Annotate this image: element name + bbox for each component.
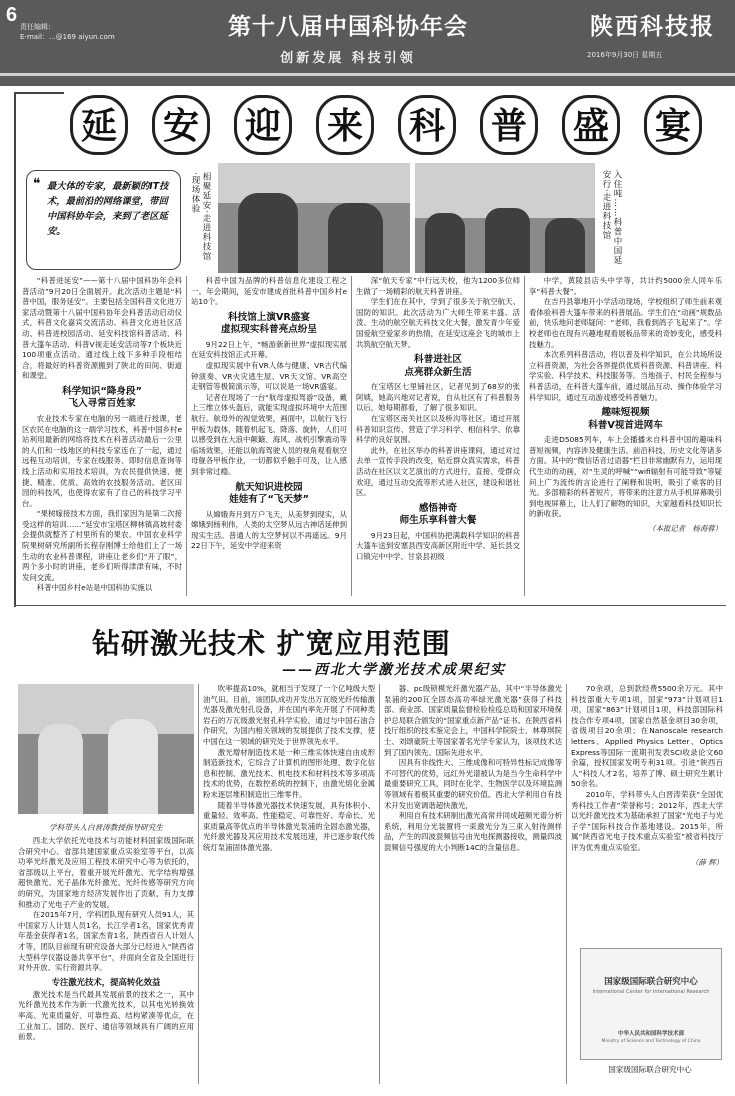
subheading-line: 虚拟现实科普亮点纷呈 xyxy=(221,324,317,336)
subheading-line: 科学知识“降身段” xyxy=(62,385,142,397)
paragraph: 因具有非线性大、三维成像和可特异性标记成像等不可替代的优势，远红外光谱被认为是当今生命科学中最重要研究工具，同时在化学、生物医学以及环境监测等领域有着极其重要的研究价值。西北大学利用自有技术开发出宽调谐超快激光， xyxy=(384,758,562,810)
subheading-line: 感悟神奇 xyxy=(418,502,458,514)
article1-col2 xyxy=(191,276,347,598)
masthead: 陕西科技报 xyxy=(590,13,715,40)
header-rule xyxy=(0,73,735,76)
issue-date: 2016年9月30日 星期五 xyxy=(587,51,663,59)
banner-char: 普 xyxy=(480,95,538,155)
article2-col4 xyxy=(571,684,723,942)
article2-title: 钻研激光技术 扩宽应用范围 xyxy=(92,627,451,660)
paragraph: 2010年，学科带头人白晋涛荣获“全国优秀科技工作者”荣誉称号；2012年，西北大学以光纤激光技术为基础承担了国家“光电子与光子学”国际科技合作基地建设。2015年，所属“陕西省光电子技术重点实验室”被省科技厅评为优秀重点实验室。 xyxy=(571,789,723,852)
paragraph: “科普进延安”——第十八届中国科协年会科普活动”9月20日全面展开。此次活动主题是“科普中国，服务延安”。主要包括全国科普文化进万家活动暨第十八届中国科协年会科普活动启动仪式，科普文化嘉宾交流活动、科普文化进社区活动、科普进校园活动、延安科技馆科普活动、科普大篷车活动、科普V视走延安活动等7个板块近100项重点活动。通过线上线下多种手段相结合，将最好的科普资源搬到了陕北的田间、街道和课堂。 xyxy=(22,276,182,381)
article1-col4 xyxy=(529,276,722,598)
paragraph: 西北大学依托光电技术与功能材料国家级国际联合研究中心、省部共建国家重点实验室等平台，以高功率光纤激光及应用工程技术研究中心等为依托的，省部级以上平台，着重开展光纤激光、光学结构增强超快激光、光子晶体光纤激光、光纤传感等研究方向的研究，为国家地方经济发展作出了贡献，有力支撑和推动了光电子产业的发展。 xyxy=(18,836,194,909)
column-divider xyxy=(198,684,199,1084)
section-title: 第十八届中国科协年会 xyxy=(228,14,468,40)
banner-char: 盛 xyxy=(562,95,620,155)
logo-org: 中华人民共和国科学技术部 xyxy=(617,1031,684,1037)
intro-quote-box xyxy=(26,170,181,270)
subheading-line: 飞入寻常百姓家 xyxy=(68,398,136,410)
paragraph: 学生们在在其中，学到了很多关于航空航天、国防的知识。此次活动为广大师生带来丰盛、活泼、生动的航空航天科技文化大餐，激发青少年爱国爱航空爱家乡的热情，在延安这座会飞的城市上共筑航空航天梦。 xyxy=(356,297,520,349)
subheading-line: 趣味短视频 xyxy=(601,407,650,419)
subheading xyxy=(22,386,182,411)
paragraph: 70余项，总到款经费5500余万元。其中科技部重大专项1项，国家“973”计划项目1项，国家“863”计划项目1项，科技部国际科技合作专项4项，国家自然基金项目30余项，省级项目20余项；在Nanoscale research letters、Applied Physics Letter、Optics Express等国际一流期刊发表SCI收录论文60余篇，授权国家发明专利31项。引进“陕西百人”科技人才2名，培养了博、硕士研究生累计50余名。 xyxy=(571,684,723,789)
paragraph: 随着半导体激光器技术快速发展，具有体积小、重量轻、效率高、性能稳定、可靠性好、寿命长、光束质量高等优点的半导体激光泵浦的全固态激光器，光纤激光器及其应用技术发展迅速，并已逐步取代传统灯泵浦固体激光器。 xyxy=(203,800,375,852)
joint-research-center-logo xyxy=(580,948,722,1060)
paragraph: 激光技术是当代最具发展前景的技术之一，其中光纤激光技术作为新一代激光技术，以其电光转换效率高、光束质量好、可靠性高、结构紧凑等优点，在工业加工、国防、医疗、通信等领域具有广阔的应用前景。 xyxy=(18,989,194,1042)
paragraph: 9月22日上午，“畅游新新世界”虚拟现实展在延安科技馆正式开幕。 xyxy=(191,339,347,360)
logo-en-text: International Center for International Research xyxy=(592,989,710,995)
banner-char: 来 xyxy=(316,95,374,155)
banner-char: 迎 xyxy=(234,95,292,155)
subheading xyxy=(356,503,520,528)
page-header xyxy=(0,0,735,86)
subheading-line: 航天知识进校园 xyxy=(235,481,303,493)
paragraph: 从嫦娥奔月到万户飞天，从美梦到现实，从嫦娥到杨利伟，人类的太空梦从远古神话延伸到现实生活。普通人的太空梦何以不再遥远。9月22日下午，延安中学迎来资 xyxy=(191,509,347,551)
section-divider xyxy=(14,605,726,606)
article2-subtitle: ——西北大学激光技术成果纪实 xyxy=(282,662,506,678)
editor-meta xyxy=(20,22,115,42)
lab-photo-caption: 学科带头人白晋涛教授指导研究生 xyxy=(49,823,163,832)
class-photo xyxy=(415,163,595,273)
paragraph: 器、pc级锁模光纤激光器产品，其中“半导体激光泵浦的200瓦全固态高功率绿光激光器”获得了科技部、商业部、国家质量监督检验检疫总局和国家环境保护总局联合颁发的“国家重点新产品”证书。在陕西省科技厅组织的技术鉴定会上，中国科学院院士、林尊琪院士、刘颂豪院士等国家著名光学专家认为，该项技术达到了国内领先、国际先进水平。 xyxy=(384,684,562,757)
subheading: 专注激光技术，提高转化效益 xyxy=(51,976,161,987)
paragraph: 走进D5085列车，车上会播播未自科普中国的趣味科普短视频，内容涉及健康生活、前沿科技、历史文化等诸多方面。其中的“微信话音过语器”栏目非常幽默有力，运用现代生动的动画，对“生灵的呼喊”“wifi辐射有可能导致”等疑问上广为流传的言论进行了阐释和说明，吸引了乘客的目光。多部精彩的科普短片，将带来的注意力从手机屏幕吸引到电视屏幕上，让人们了解物的知识，大家越看科技知识长的新收获。 xyxy=(529,435,722,519)
email-line: E-mail：...@169 aiyun.com xyxy=(20,33,115,41)
column-divider xyxy=(186,276,187,596)
column-divider xyxy=(351,276,352,596)
subheading-line: 科技馆上演VR盛宴 xyxy=(228,311,310,323)
paragraph: 利用自有技术研制出激光高常并同成超频光谱分析系统，利用分光装置将一束激光分为三束入射待测样品，产生的四波混频信号由光电探测器接收，测量四波混频信号强度的大小判断14C的含量信息。 xyxy=(384,811,562,852)
paragraph: 9月23日起，中国科协把满载科学知识的科普大篷车送到安塞县西安高新区附近中学、延长县交口镇完中中学、甘泉县初级 xyxy=(356,530,520,561)
logo-org-en: Ministry of Science and Technology of China xyxy=(601,1039,701,1044)
paragraph: “果树嫁接技术方面，我们家因为是第二次接受这样的培训……”延安市宝塔区柳林镇高坡村委会提供就整齐了村里所有的果农。中国农业科学院果树研究所副所长程存刚博士给他们上了一场生动的农业科普课程，讲座让老乡们“开了眼”，两个多小时的讲座，老乡们听得津津有味，不时发问交流。 xyxy=(22,509,182,582)
subheading-line: 师生乐享科普大餐 xyxy=(399,515,477,527)
banner-char: 延 xyxy=(70,95,128,155)
intro-quote-text: 最大体的专家，最新颖的IT技术，最前沿的网络课堂，带回中国科协年会，来到了老区延安。 xyxy=(47,181,169,237)
left-border-rule xyxy=(14,92,16,607)
paragraph: 科普中国乡村e站是中国科协实施以 xyxy=(36,583,153,593)
subheading-line: 科普V视首进网车 xyxy=(588,419,663,431)
paragraph: 本次系列科普活动，将以普及科学知识，在公共场所设立科普资源，为社会各界提供优质科普资源、科普讲座、科学实验、科学技术、科技服务等。当地孩子、村民全程参与科普活动，在科普大篷车前，通过展品互动、操作体验学习科学知识，通过互动游戏感受科普魅力。 xyxy=(529,350,722,402)
paragraph: 在吉丹县靠地开小学活动现场，学校组织了师生前来观看体验科普大篷车带来的科普展品。学生们在“动画”规数品前，快乐地问老师疑问：“老师，我看到鸽子飞起来了”。学校老师也在现有兴趣地观看展板品带来的奇妙变化，感受科技魅力。 xyxy=(529,297,722,349)
logo-caption: 国家级国际联合研究中心 xyxy=(608,1065,692,1074)
paragraph: 在宝塔区南关社区以及桥沟等社区，通过开展科普知识宣传、营造了学习科学、相信科学、依靠科学的良好氛围。 xyxy=(356,413,520,445)
editor-line: 责任编辑： xyxy=(20,23,55,31)
logo-emblem xyxy=(589,961,713,1021)
article2-col2 xyxy=(203,684,375,1084)
article2-col3 xyxy=(384,684,562,1084)
subheading xyxy=(191,312,347,337)
paragraph: 深“航天专家”中行远天校，他为1200多位师生做了一场精彩的航天科普讲座。 xyxy=(356,276,520,296)
vr-photo xyxy=(218,163,410,273)
subheading-line: 点亮群众新生活 xyxy=(404,366,472,378)
paragraph: 在宝塔区七里铺社区，记者见到了68岁的张阿姨，她高兴地对记者说，自从社区有了科普服务以后，她每期都看，了解了很多知识。 xyxy=(356,382,520,413)
article1-col1 xyxy=(22,276,182,598)
banner-char: 宴 xyxy=(644,95,702,155)
paragraph: 科普中国为品牌的科普信息化建设工程之一。年会期间，延安市建成首批科普中国乡村e站10个。 xyxy=(191,276,347,307)
subheading xyxy=(191,482,347,507)
logo-cn-text: 国家级国际联合研究中心 xyxy=(604,977,698,987)
article1-banner xyxy=(70,95,730,155)
article1-col3 xyxy=(356,276,520,598)
paragraph: 此外，在社区举办的科普讲座课间，通过对过去单一宣传手段的改变，贴近群众真实需求，科普活动在社区以文艺演出的方式进行，直接、受群众欢迎，通过互动交流等形式进入社区，建设和谐社区。 xyxy=(356,445,520,498)
byline: （本报记者 杨海蓉） xyxy=(648,523,722,533)
photo-caption-right: 入住吨……科普中国延安行·走进科技馆 xyxy=(601,170,622,265)
paragraph: 吹率提高10%，就相当于发现了一个亿吨级大型油气田。目前，该团队成功开发出万瓦级光纤传输激光器及激光射孔设备，并在国内率先开展了不同种类岩石的万瓦级激光射孔科学实验，通过与中国石油合作研究，为国内相关领域的发展提供了技术支撑，使中国在这一领域的研究处于世界领先水平。 xyxy=(203,684,375,746)
banner-char: 安 xyxy=(152,95,210,155)
photo-caption-left: 相聚延安·走进科技馆·现场体验 xyxy=(190,172,211,262)
subheading xyxy=(529,407,722,432)
byline: （薛 辉） xyxy=(691,857,723,867)
article2-col1 xyxy=(18,836,194,1086)
paragraph: 记者在现场了一台“航母虚拟驾游”设备，戴上三维立体头盔后，就能实现虚拟环境中大范围航行。航母外的视觉效果，画面中，以航行飞行甲板为载体，随着机起飞、降落、旋转，人们可以感受到在大浪中颠簸、海风、战机引擎震动等临场效果，还能以航海驾驶人员的视角观看航空母舰各甲板作业，一切都似乎触手可及，让人感到非常过瘾。 xyxy=(191,392,347,476)
lab-photo xyxy=(18,684,194,814)
paragraph: 虚拟现实展中有VR人体与健康、VR古代编钟演奏、VR火灾逃生屋、VR天文馆、VR高空走钢管等极简演示等，可以说是一场VR盛宴。 xyxy=(191,360,347,392)
paragraph: 激光增材制造技术是一种三维实体快速自由成形制造新技术，它综合了计算机的图形处理、数字化信息和控制、激光技术、机电技术和材料技术等多项高技术的优势，在数控系统的控制下，由激光熔化金属粉末逐层堆积制造出三维零件。 xyxy=(203,747,375,799)
paragraph: 农业技术专家在电脑的另一端进行授课，老区农民在电脑的这一端学习技术，科普中国乡村e站利用最新的网络将技术在科普活动最后一公里的人们和一线地区的科技专家连在了一起，通过远程互动培训，专家在线服务、即时信息查询等线上活动和实用技术培训，为农民提供快速、便捷、精准、优质、高效的农技服务活动。老区田园的科技风，也使得农家有了自己的科技学习平台。 xyxy=(22,413,182,508)
subheading-line: 娃娃有了“飞天梦” xyxy=(229,494,309,505)
column-divider xyxy=(566,684,567,1084)
column-divider xyxy=(524,276,525,596)
paragraph: 中学，黄陵县店头中学等，共计约5000余人同车乐享“科普大餐”。 xyxy=(529,276,722,296)
section-slogan: 创新发展 科技引领 xyxy=(280,51,416,66)
top-border-rule xyxy=(14,92,64,94)
paragraph: 在2015年7月，学科团队现有研究人员91人，其中国家万人计划人员1名，长江学者1名，国家优秀青年基金获得者1名，国家杰青1名，陕西省百人计划人才等，团队目前现有研究设备大部分已经进入“陕西省大型科学仪器设备共享平台”，并面向全省及全国进行对外开放、实行资源共享。 xyxy=(18,910,194,973)
column-divider xyxy=(379,684,380,1084)
subheading xyxy=(356,354,520,379)
quote-mark-icon: ❝ xyxy=(33,176,41,192)
banner-char: 科 xyxy=(398,95,456,155)
page-number: 6 xyxy=(6,4,18,26)
subheading-line: 科普进社区 xyxy=(414,354,462,366)
